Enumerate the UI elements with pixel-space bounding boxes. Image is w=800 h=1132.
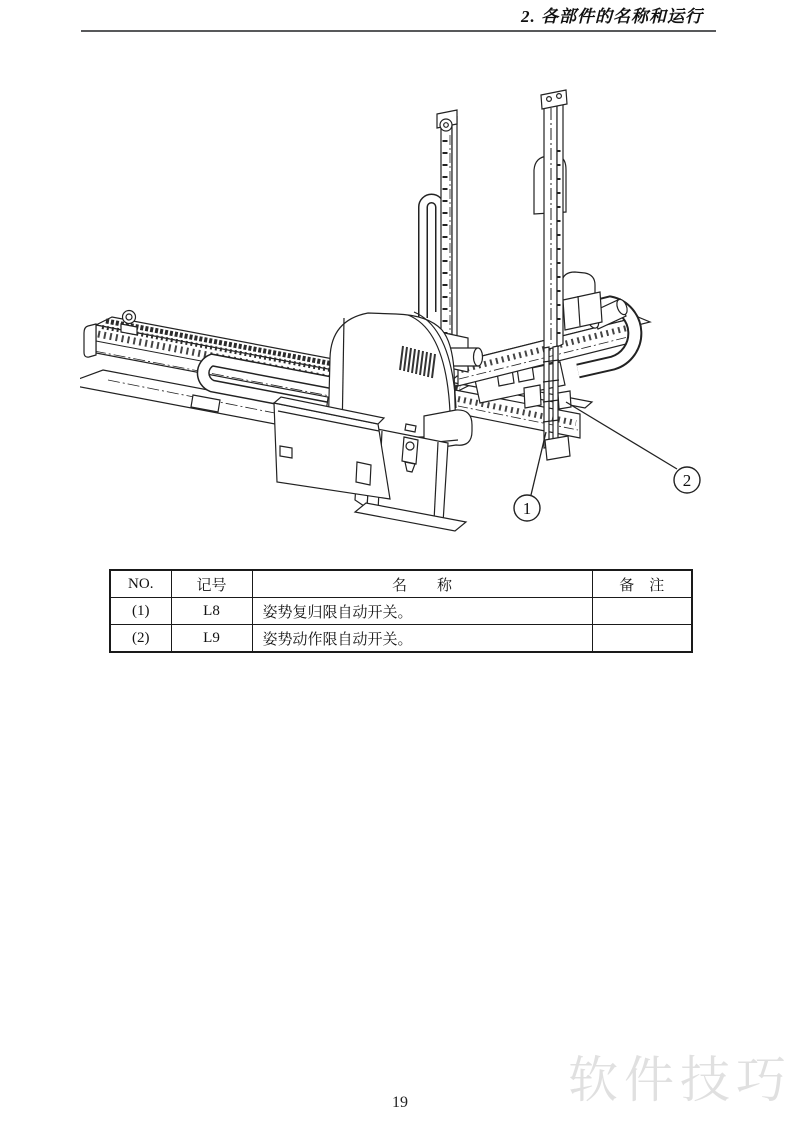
header-rule bbox=[81, 30, 716, 32]
callout-1 bbox=[514, 495, 540, 521]
watermark: 软件技巧 bbox=[568, 1052, 792, 1108]
part-code: L9 bbox=[171, 625, 252, 653]
callout-1-label: 1 bbox=[522, 499, 532, 518]
callout-2 bbox=[674, 467, 700, 493]
page-title: 2. 各部件的名称和运行 bbox=[521, 7, 703, 26]
body-cylinder bbox=[450, 348, 483, 366]
part-note bbox=[592, 625, 692, 653]
part-code: L8 bbox=[171, 598, 252, 625]
table-header-row bbox=[110, 570, 692, 598]
right-mast bbox=[534, 90, 567, 350]
part-note bbox=[592, 598, 692, 625]
cable-duct-vertical bbox=[423, 199, 440, 319]
col-header-no: NO. bbox=[110, 570, 171, 598]
col-header-code: 记号 bbox=[171, 570, 252, 598]
col-header-note: 备 注 bbox=[592, 570, 692, 598]
table-row bbox=[110, 598, 692, 625]
part-no: (2) bbox=[110, 625, 171, 653]
table-row bbox=[110, 625, 692, 653]
part-no: (1) bbox=[110, 598, 171, 625]
callout-2-label: 2 bbox=[682, 471, 692, 490]
page-number: 19 bbox=[392, 1094, 408, 1111]
parts-table bbox=[109, 569, 693, 653]
right-mast-carriage bbox=[562, 272, 602, 330]
part-name: 姿势动作限自动开关。 bbox=[252, 625, 592, 653]
robot-diagram bbox=[80, 88, 724, 560]
part-name: 姿势复归限自动开关。 bbox=[252, 598, 592, 625]
col-header-name: 名 称 bbox=[252, 570, 592, 598]
